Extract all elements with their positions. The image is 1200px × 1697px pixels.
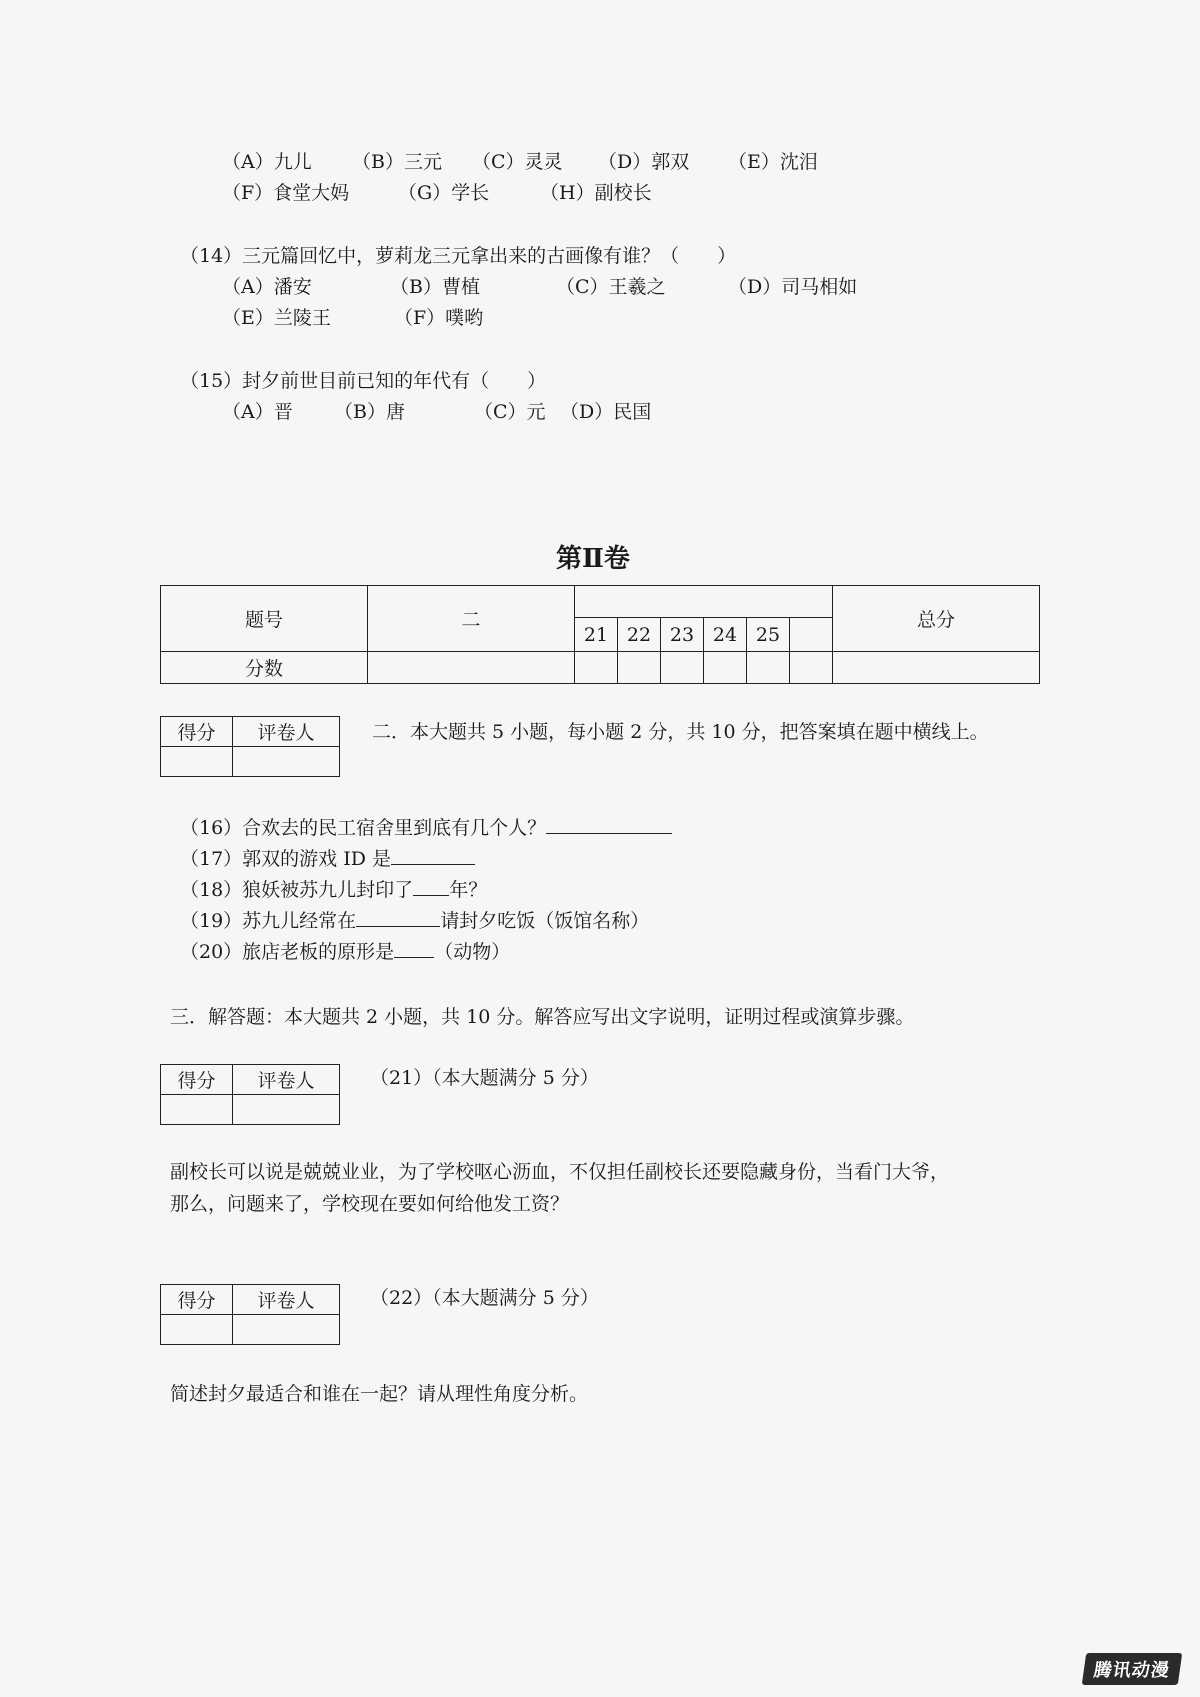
question-19	[180, 908, 649, 933]
tihao-header: 题号	[161, 586, 368, 652]
grader-entry[interactable]	[232, 1315, 339, 1345]
answer-blank[interactable]	[413, 877, 449, 896]
q14-option-c: （C）王羲之	[556, 276, 666, 298]
question-22-body: 简述封夕最适合和谁在一起？请从理性角度分析。	[170, 1383, 589, 1405]
score-label: 得分	[161, 717, 233, 747]
total-header: 总分	[833, 586, 1040, 652]
q14-option-e: （E）兰陵王	[222, 307, 331, 329]
question-number: 25	[747, 618, 790, 652]
score-cell[interactable]	[747, 652, 790, 684]
q14-option-f: （F）噗哟	[394, 307, 484, 329]
question-21-title: （21）（本大题满分 5 分）	[370, 1067, 599, 1089]
answer-blank[interactable]	[546, 815, 672, 834]
grader-box-q22	[160, 1284, 340, 1345]
section-three-header	[575, 586, 833, 618]
q15-option-a: （A）晋	[222, 401, 293, 423]
q15-option-c: （C）元	[474, 401, 546, 423]
grader-label: 评卷人	[232, 1065, 339, 1095]
q14-option-a: （A）潘安	[222, 276, 312, 298]
q15-stem: （15）封夕前世目前已知的年代有（ ）	[180, 370, 547, 392]
question-number: 24	[704, 618, 747, 652]
question-20	[180, 939, 510, 964]
grader-entry[interactable]	[232, 1095, 339, 1125]
question-18-suffix: 年？	[449, 879, 488, 901]
grader-box-q21	[160, 1064, 340, 1125]
grader-label: 评卷人	[232, 717, 339, 747]
question-number: 21	[575, 618, 618, 652]
q13-option-e: （E）沈泪	[728, 151, 818, 173]
question-21-body-line2: 那么，问题来了，学校现在要如何给他发工资？	[170, 1193, 570, 1215]
section-er-header: 二	[368, 586, 575, 652]
answer-blank[interactable]	[391, 846, 475, 865]
q14-option-d: （D）司马相如	[728, 276, 858, 298]
q13-option-a: （A）九儿	[222, 151, 312, 173]
grader-entry[interactable]	[232, 747, 339, 777]
volume-title: 第Ⅱ卷	[556, 544, 630, 574]
score-cell[interactable]	[704, 652, 747, 684]
watermark-logo: 腾讯动漫	[1082, 1653, 1182, 1685]
question-number: 22	[618, 618, 661, 652]
grader-box-section2	[160, 716, 340, 777]
score-cell[interactable]	[833, 652, 1040, 684]
question-number: 23	[661, 618, 704, 652]
q13-option-d: （D）郭双	[598, 151, 690, 173]
question-21-body-line1: 副校长可以说是兢兢业业，为了学校呕心沥血，不仅担任副校长还要隐藏身份，当看门大爷，	[170, 1161, 950, 1183]
section3-header: 三．解答题：本大题共 2 小题，共 10 分。解答应写出文字说明，证明过程或演算步骤。	[170, 1006, 915, 1028]
grader-label: 评卷人	[232, 1285, 339, 1315]
score-cell[interactable]	[661, 652, 704, 684]
question-18	[180, 877, 487, 902]
answer-blank[interactable]	[394, 939, 434, 958]
question-16-text: （16）合欢去的民工宿舍里到底有几个人？	[180, 817, 547, 839]
fenshu-label: 分数	[161, 652, 368, 684]
q13-option-b: （B）三元	[352, 151, 442, 173]
q15-option-d: （D）民国	[560, 401, 652, 423]
question-18-text: （18）狼妖被苏九儿封印了	[180, 879, 414, 901]
score-entry[interactable]	[161, 1095, 233, 1125]
question-17-text: （17）郭双的游戏 ID 是	[180, 848, 391, 870]
score-entry[interactable]	[161, 747, 233, 777]
q14-stem: （14）三元篇回忆中，萝莉龙三元拿出来的古画像有谁？（ ）	[180, 245, 737, 267]
score-label: 得分	[161, 1285, 233, 1315]
section2-header: 二．本大题共 5 小题，每小题 2 分，共 10 分，把答案填在题中横线上。	[372, 721, 989, 743]
question-17	[180, 846, 475, 871]
question-16	[180, 815, 672, 840]
question-20-text: （20）旅店老板的原形是	[180, 941, 395, 963]
score-cell[interactable]	[618, 652, 661, 684]
q13-option-h: （H）副校长	[540, 182, 652, 204]
question-19-suffix: 请封夕吃饭（饭馆名称）	[440, 910, 650, 932]
score-cell[interactable]	[368, 652, 575, 684]
score-cell[interactable]	[790, 652, 833, 684]
score-entry[interactable]	[161, 1315, 233, 1345]
q13-option-g: （G）学长	[398, 182, 490, 204]
empty-cell	[790, 618, 833, 652]
answer-blank[interactable]	[356, 908, 440, 927]
q14-option-b: （B）曹植	[390, 276, 480, 298]
score-label: 得分	[161, 1065, 233, 1095]
score-cell[interactable]	[575, 652, 618, 684]
q13-option-f: （F）食堂大妈	[222, 182, 350, 204]
question-22-title: （22）（本大题满分 5 分）	[370, 1287, 599, 1309]
question-19-text: （19）苏九儿经常在	[180, 910, 357, 932]
q13-option-c: （C）灵灵	[472, 151, 563, 173]
question-20-suffix: （动物）	[434, 941, 511, 963]
score-table	[160, 585, 1040, 684]
q15-option-b: （B）唐	[334, 401, 405, 423]
